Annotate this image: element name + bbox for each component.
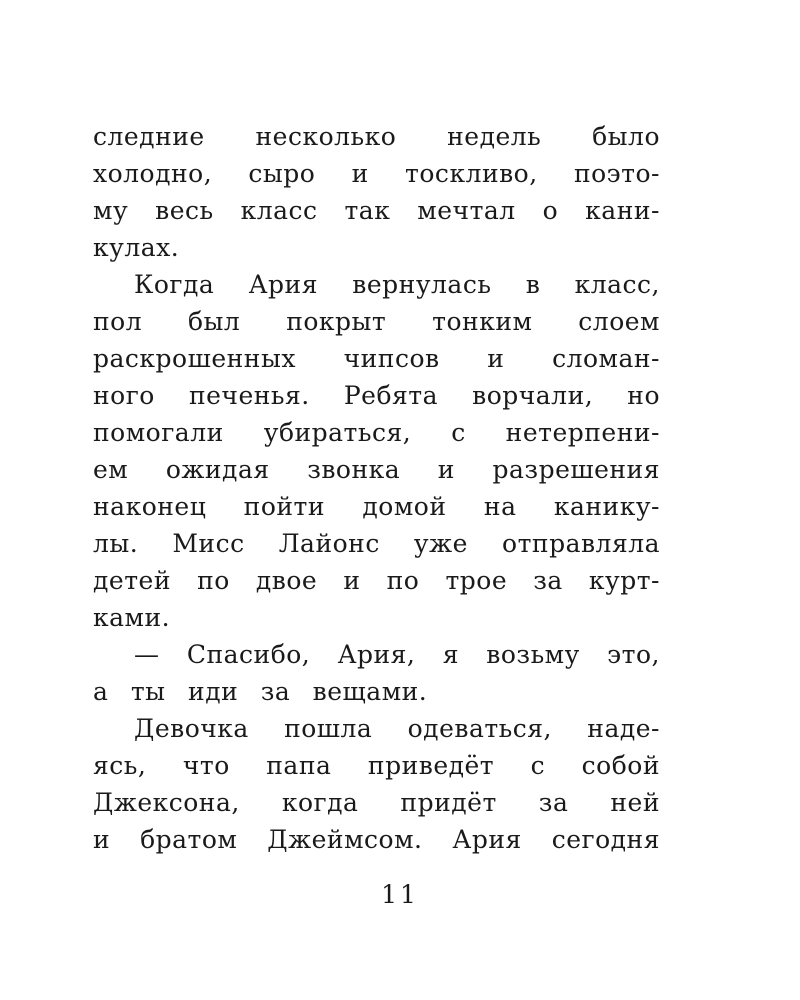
text-line: детей по двое и по трое за курт- — [93, 566, 660, 595]
text-line: ем ожидая звонка и разрешения — [93, 455, 660, 484]
text-line: ками. — [93, 603, 171, 632]
text-line: пол был покрыт тонким слоем — [93, 307, 660, 336]
text-line: помогали убираться, с нетерпени- — [93, 418, 660, 447]
text-line: му весь класс так мечтал о кани- — [93, 196, 660, 225]
text-line: холодно, сыро и тоскливо, поэто- — [93, 159, 660, 188]
text-line: наконец пойти домой на канику- — [93, 492, 660, 521]
page-text-block — [93, 118, 660, 858]
text-line: Джексона, когда придёт за ней — [93, 788, 660, 817]
text-line: — Спасибо, Ария, я возьму это, — [134, 640, 660, 669]
text-line: следние несколько недель было — [93, 122, 660, 151]
text-line: Когда Ария вернулась в класс, — [134, 270, 660, 299]
text-line: лы. Мисс Лайонс уже отправляла — [93, 529, 660, 558]
text-line: раскрошенных чипсов и сломан- — [93, 344, 660, 373]
text-line: кулах. — [93, 233, 180, 262]
text-line: ясь, что папа приведёт с собой — [93, 751, 660, 780]
text-line: а ты иди за вещами. — [93, 677, 428, 706]
text-line: ного печенья. Ребята ворчали, но — [93, 381, 660, 410]
text-line: Девочка пошла одеваться, наде- — [134, 714, 660, 743]
text-line: и братом Джеймсом. Ария сегодня — [93, 825, 660, 854]
page-number: 11 — [381, 880, 419, 909]
